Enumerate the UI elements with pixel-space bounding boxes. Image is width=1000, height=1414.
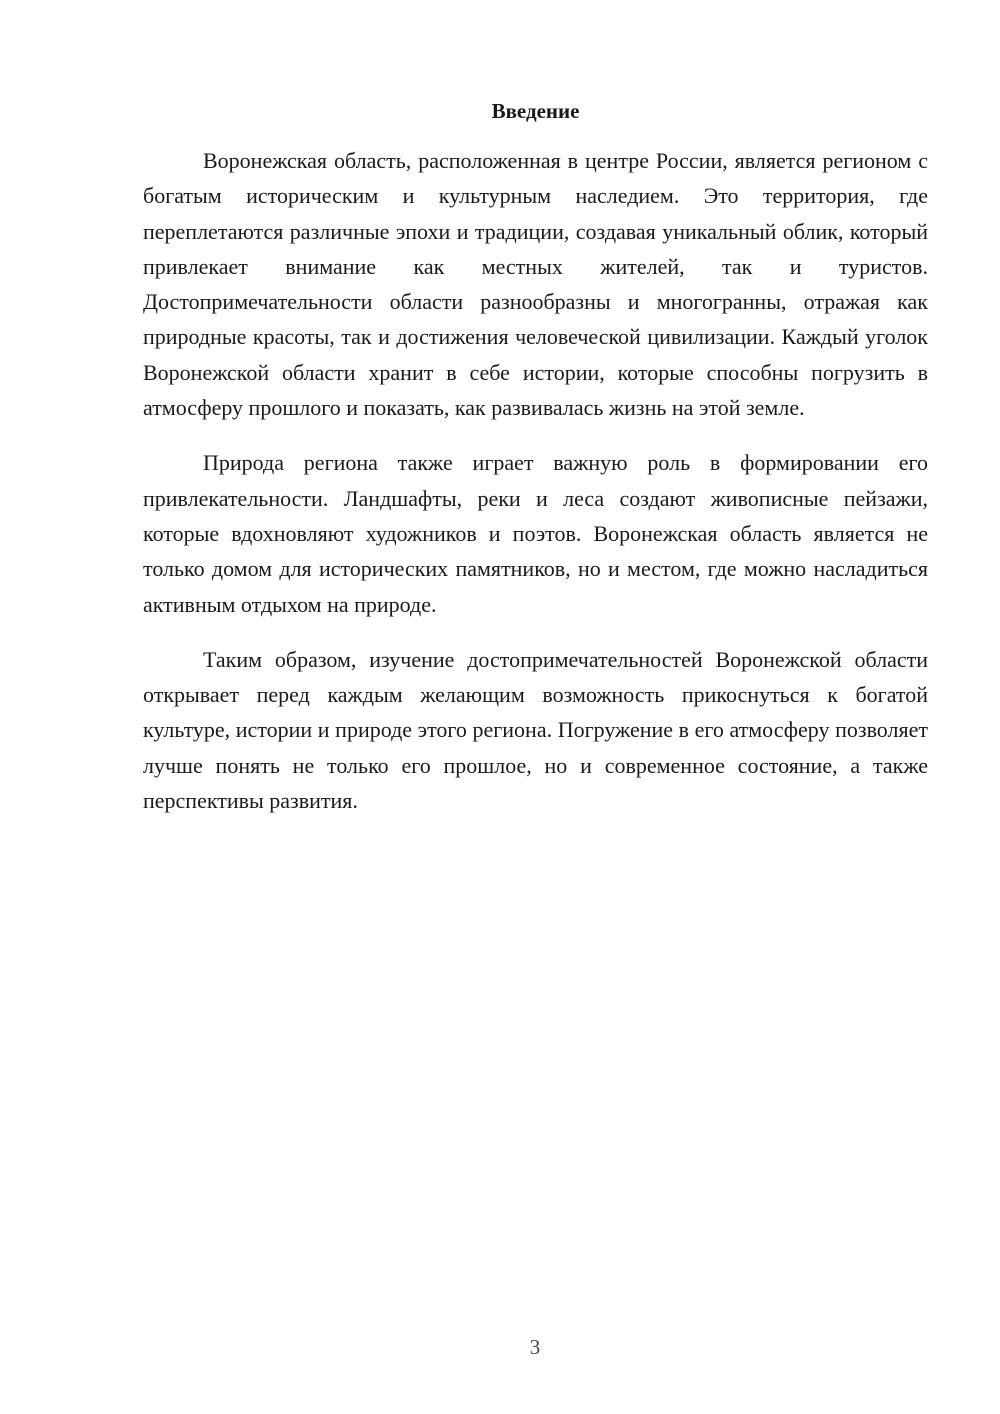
page-number: 3 [529, 1335, 541, 1359]
paragraph-3: Таким образом, изучение достопримечательностей Воронежской области открывает перед каждым желающим возможность прикоснуться к богатой культуре, истории и природе этого региона. Погружение в его атмосферу позволяет лучше понять не только его прошлое, но и современное состояние, а также перспективы развития. [143, 646, 928, 814]
body-text [143, 143, 928, 838]
paragraph-1: Воронежская область, расположенная в центре России, является регионом с богатым историческим и культурным наследием. Это территория, где переплетаются различные эпохи и традиции, создавая уникальный облик, который привлекает внимание как местных жителей, так и туристов. Достопримечательности области разнообразны и многогранны, отражая как природные красоты, так и достижения человеческой цивилизации. Каждый уголок Воронежской области хранит в себе истории, которые способны погрузить в атмосферу прошлого и показать, как развивалась жизнь на этой земле. [143, 148, 928, 421]
paragraph-2: Природа региона также играет важную роль в формировании его привлекательности. Ландшафты, реки и леса создают живописные пейзажи, которые вдохновляют художников и поэтов. Воронежская область является не только домом для исторических памятников, но и местом, где можно насладиться активным отдыхом на природе. [143, 450, 928, 617]
section-title: Введение [491, 99, 580, 123]
